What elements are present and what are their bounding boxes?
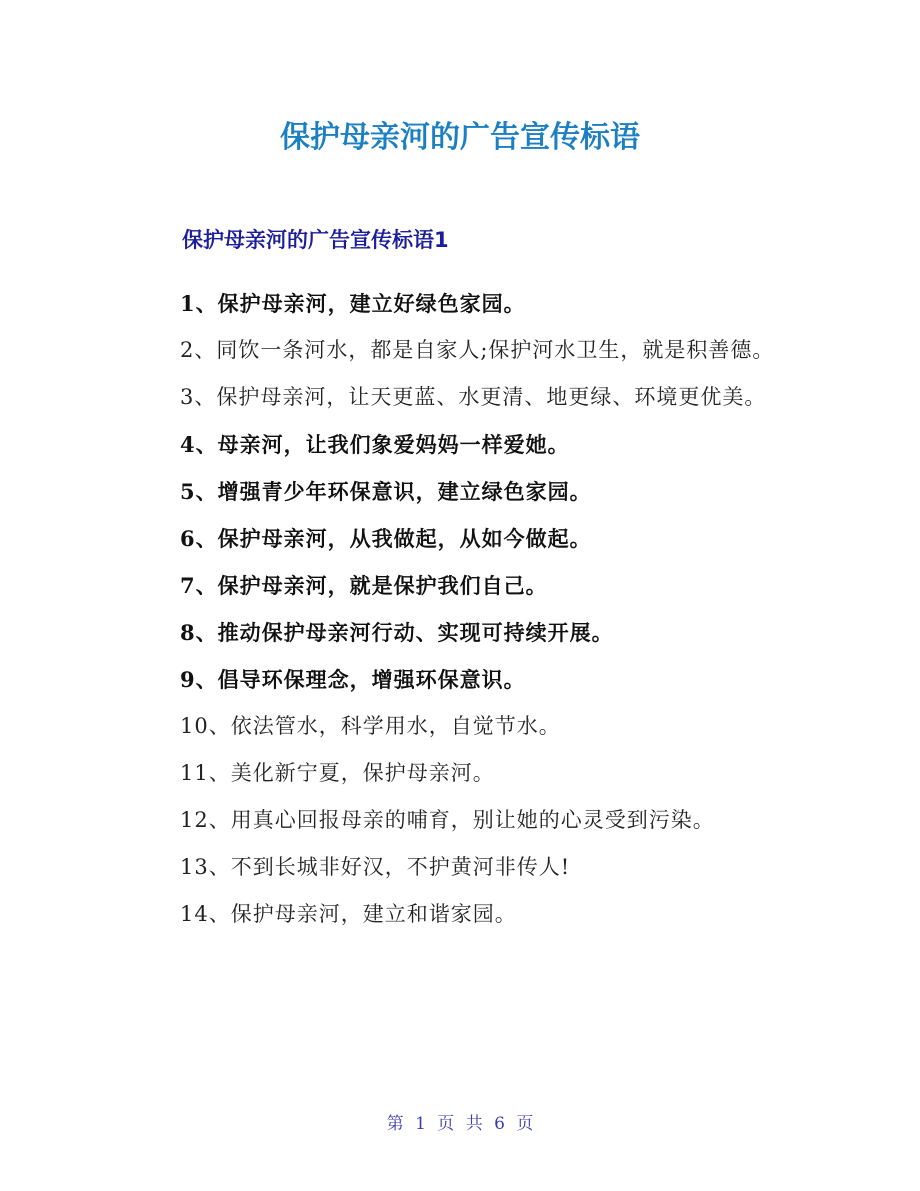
section-heading: 保护母亲河的广告宣传标语1 <box>182 228 449 252</box>
slogan-item: 7、保护母亲河，就是保护我们自己。 <box>180 573 548 598</box>
slogan-item: 13、不到长城非好汉，不护黄河非传人! <box>180 855 571 879</box>
slogan-item: 3、保护母亲河，让天更蓝、水更清、地更绿、环境更优美。 <box>180 385 767 409</box>
slogan-item: 4、母亲河，让我们象爱妈妈一样爱她。 <box>180 432 570 457</box>
slogan-item: 14、保护母亲河，建立和谐家园。 <box>180 902 517 926</box>
slogan-item: 5、增强青少年环保意识，建立绿色家园。 <box>180 479 592 504</box>
slogan-item: 11、美化新宁夏，保护母亲河。 <box>180 761 495 785</box>
slogan-item: 1、保护母亲河，建立好绿色家园。 <box>180 291 526 316</box>
slogan-item: 6、保护母亲河，从我做起，从如今做起。 <box>180 526 592 551</box>
slogan-item: 10、依法管水，科学用水，自觉节水。 <box>180 714 561 738</box>
slogan-item: 2、同饮一条河水，都是自家人;保护河水卫生，就是积善德。 <box>180 338 775 362</box>
slogan-item: 9、倡导环保理念，增强环保意识。 <box>180 667 526 692</box>
slogan-item: 8、推动保护母亲河行动、实现可持续开展。 <box>180 620 614 645</box>
slogan-list <box>138 280 786 938</box>
slogan-item: 12、用真心回报母亲的哺育，别让她的心灵受到污染。 <box>180 808 715 832</box>
page-number-footer: 第 1 页 共 6 页 <box>386 1114 534 1134</box>
document-title: 保护母亲河的广告宣传标语 <box>280 120 640 155</box>
